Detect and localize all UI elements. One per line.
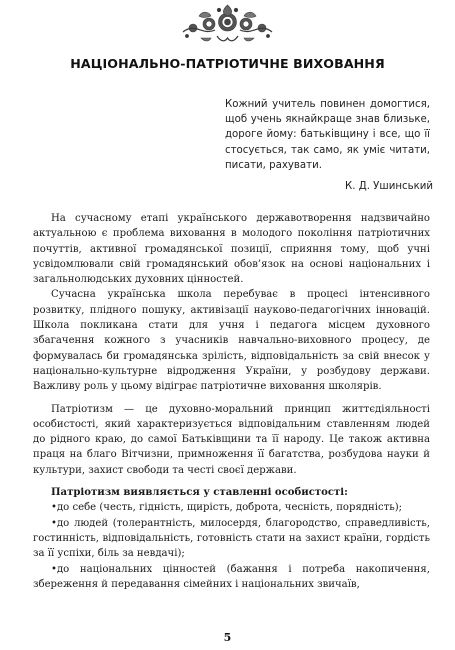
main-text: [33, 211, 430, 592]
list-item-text: до національних цінностей (бажання і потреба накопичення, збереження й передавання сімейних і національних звичаїв,: [33, 563, 430, 590]
paragraph-3: Патріотизм — це духовно-моральний принцип життєдіяльності особистості, який характеризується відповідальним ставленням людей до рідного краю, до самої Батьківщини та її народу. Це також активна праця на благо Вітчизни, примноження її багатства, розбудова науки й культури, захист свободи та честі своєї держави.: [33, 403, 430, 476]
list-item-3: [33, 562, 430, 593]
bullet-icon: •: [51, 517, 57, 529]
epigraph-author: К. Д. Ушинський: [345, 181, 433, 192]
list-item-text: до себе (честь, гідність, щирість, доброта, чесність, порядність);: [56, 502, 403, 514]
paragraph-2: Сучасна українська школа перебуває в процесі інтенсивного розвитку, плідного пошуку, активізації науково-педагогічних інновацій. Школа покликана стати для учня і педагога місцем духовного збагачення кожного з учасників навчально-виховного процесу, де формувалась би громадянська зрілість, відповідальність за свій внесок у національно-культурне відродження України, у розбудову держави. Важливу роль у цьому відіграє патріотичне виховання школярів.: [33, 289, 430, 393]
page-number: 5: [223, 631, 232, 644]
epigraph-quote: Кожний учитель повинен домогтися, щоб учень якнайкраще знав близьке, дороге йому: батьківщину і все, що її стосується, так само, як уміє читати, писати, рахувати.: [225, 99, 430, 171]
list-item-text: до людей (толерантність, милосердя, благородство, справедливість, гостинність, відповідальність, готовність стати на захист країни, гордість за її успіхи, біль за невдачі);: [33, 517, 430, 560]
bullet-icon: •: [51, 563, 57, 575]
bullet-icon: •: [51, 502, 57, 514]
page-title: НАЦІОНАЛЬНО-ПАТРІОТИЧНЕ ВИХОВАННЯ: [70, 56, 385, 71]
list-item-2: [33, 516, 430, 562]
paragraph-1: На сучасному етапі українського державотворення надзвичайно актуальною є проблема виховання в молодого покоління патріотичних почуттів, активної громадянської позиції, сприяння тому, щоб учні усвідомлювали свій громадянський обов’язок на основі національних і загальнолюдських духовних цінностей.: [33, 213, 430, 286]
list-item-1: [33, 500, 430, 515]
floral-ornament-icon: [181, 2, 274, 46]
list-lead: Патріотизм виявляється у ставленні особистості:: [51, 487, 348, 499]
